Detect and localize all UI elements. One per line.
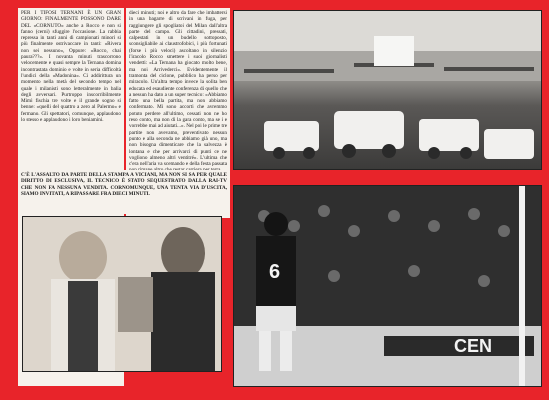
left-lower-text	[18, 170, 230, 214]
banner-text: CEN	[454, 336, 493, 356]
stadium-photo	[233, 10, 542, 170]
paragraph-2-text: dieci minuti; noi e altro da fare che imbattersi in una bagarre di scrivani in fuga, per raggiungere gli spogliatoi del Milan dall'altra parte del campo. Gli cittadini, pressati, calpestati in un budello sottoposto, sconsigliabile ai claustrofobici, i più fortunati (forse i più veloci) ascoltano in silenzio l'iracolo Rocco smettere i suoi giornalisti vendetti: «La Ternana ha giocato molto bene, ma noi Arrivederci». Evidentemente il tramonta del ciclone, pubblico ha perso per miracolo. Un'altra tempo invece la solita ben educata ed esaudiente conferenza di quello che a nessun ha dato a un super tecnico: «Abbiamo fatto una bella partita, ma non abbiamo confermato. Mi sono accorti che avremmo potuto perdere all'ultimo, cessati non ne ho reso conto, ma non di la gara conto, ma se i e vorrebbe mai ad aiutati...». Nel poi le prime tre partite non avevamo, preventivato nessun punto e alla seconda ne abbiamo già uno, ma non bisogna dimenticare che la salvezza è lontana e che per arrivarci di punti ce ne vogliono almeno altri ventitré». L'ultima che c'era nell'aria va scemando e della festa passata	[129, 10, 227, 168]
portrait-illustration	[23, 217, 221, 371]
paragraph-3-text: C'È L'ASSALTO DA PARTE DELLA STAMPA A VICIANI, MA NON SI SA PER QUALE DIRITTO DI ESCLUSIVA, IL TECNICO È STATO SEQUESTRATO DALLA RAI-TV CHE NON FA NESSUNA VENDITA. CORNOMUNQUE, UNA TENTA VIA D'USCITA, SIAMO INVITATI, A RIPASSARE FRA DIECI MINUTI.	[21, 172, 227, 197]
article-paragraph-1	[18, 8, 124, 125]
portrait-photo	[22, 216, 222, 372]
stadium-illustration	[234, 11, 541, 169]
match-photo	[233, 185, 542, 387]
match-illustration	[234, 186, 541, 386]
article-paragraph-3	[18, 170, 230, 199]
paragraph-1-text: PER I TIFOSI TERNANI È UN GRAN GIORNO: FINALMENTE POSSONO DARE DEL «CORNUTO» anche a Rocco e non si fanno (cerni) sfuggire l'occasione. La rabbia repressa in tanti anni di campionati minori si più finalmente ostrivaccare in tanti: «Rivera non sei nessuno», Oppure: «Rocco, chai paura???». I novanta minuti trascorrono velocemente e quasi sempre la Ternana domina incontrastata dominio e volte in seria difficoltà l'undici della «Madonina». Ci addirittura un momento nella metà del secondo tempo nel quale i milanisti sono letteralmente in balia degli avversari. Purtroppo inscorribilmente Mimì fischia tre volte e il grande sogno si benne: «quelli del quattro a zero al Palermo» e fermano. Gli spettatori, comunque, applaudono lo stesso e applaudono i loro beniamini.	[21, 10, 121, 124]
player-number: 6	[269, 261, 281, 283]
article-paragraph-2	[126, 8, 230, 176]
